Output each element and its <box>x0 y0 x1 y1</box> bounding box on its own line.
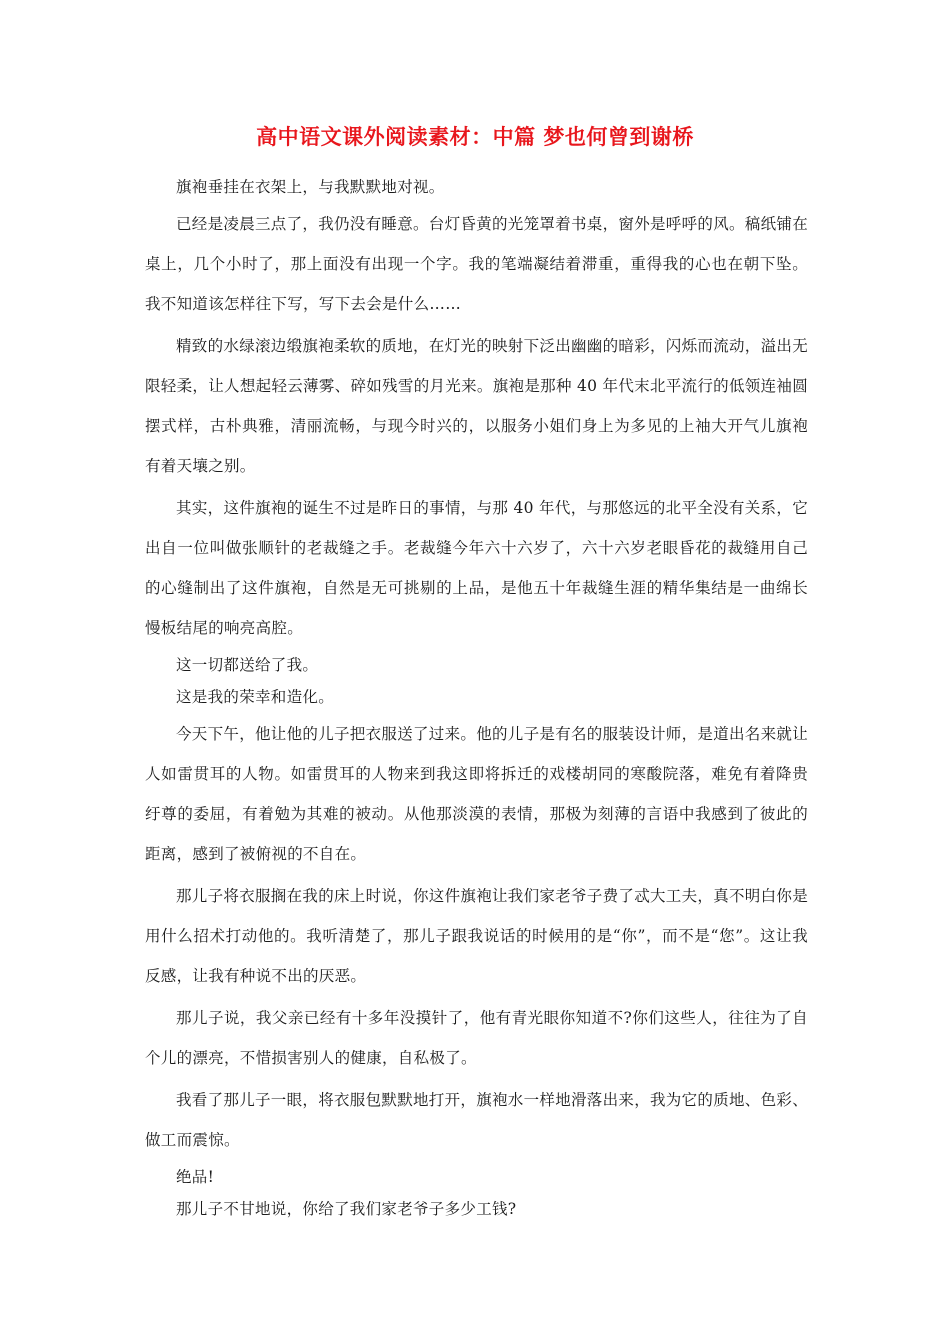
document-title: 高中语文课外阅读素材：中篇 梦也何曾到谢桥 <box>256 124 694 149</box>
paragraph: 其实，这件旗袍的诞生不过是昨日的事情，与那 40 年代，与那悠远的北平全没有关系，它出自一位叫做张顺针的老裁缝之手。老裁缝今年六十六岁了，六十六岁老眼昏花的裁缝用自己的心缝制出了这件旗袍，自然是无可挑剔的上品，是他五十年裁缝生涯的精华集结是一曲绵长慢板结尾的响亮高腔。 <box>145 499 808 637</box>
paragraph: 这一切都送给了我。 <box>176 656 319 674</box>
paragraph: 精致的水绿滚边缎旗袍柔软的质地，在灯光的映射下泛出幽幽的暗彩，闪烁而流动，溢出无限轻柔，让人想起轻云薄雾、碎如残雪的月光来。旗袍是那种 40 年代末北平流行的低领连袖圆摆式样，古朴典雅，清丽流畅，与现今时兴的，以服务小姐们身上为多见的上袖大开气儿旗袍有着天壤之别。 <box>145 337 809 475</box>
paragraph: 那儿子说，我父亲已经有十多年没摸针了，他有青光眼你知道不?你们这些人，往往为了自个儿的漂亮，不惜损害别人的健康，自私极了。 <box>145 1009 808 1067</box>
paragraph: 旗袍垂挂在衣架上，与我默默地对视。 <box>176 178 445 196</box>
paragraph: 今天下午，他让他的儿子把衣服送了过来。他的儿子是有名的服装设计师，是道出名来就让人如雷贯耳的人物。如雷贯耳的人物来到我这即将拆迁的戏楼胡同的寒酸院落，难免有着降贵纡尊的委屈，有着勉为其难的被动。从他那淡漠的表情，那极为刻薄的言语中我感到了彼此的距离，感到了被俯视的不自在。 <box>145 725 809 863</box>
paragraph: 那儿子将衣服搁在我的床上时说，你这件旗袍让我们家老爷子费了忒大工夫，真不明白你是用什么招术打动他的。我听清楚了，那儿子跟我说话的时候用的是“你”，而不是“您”。这让我反感，让我有种说不出的厌恶。 <box>145 887 809 985</box>
paragraph: 我看了那儿子一眼，将衣服包默默地打开，旗袍水一样地滑落出来，我为它的质地、色彩、做工而震惊。 <box>145 1091 809 1149</box>
paragraph: 这是我的荣幸和造化。 <box>176 688 335 706</box>
paragraph: 已经是凌晨三点了，我仍没有睡意。台灯昏黄的光笼罩着书桌，窗外是呼呼的风。稿纸铺在桌上，几个小时了，那上面没有出现一个字。我的笔端凝结着滞重，重得我的心也在朝下坠。我不知道该怎样往下写，写下去会是什么…… <box>145 215 809 313</box>
paragraph: 绝品! <box>176 1168 215 1186</box>
document-body <box>145 172 808 1226</box>
paragraph: 那儿子不甘地说，你给了我们家老爷子多少工钱? <box>176 1200 517 1218</box>
